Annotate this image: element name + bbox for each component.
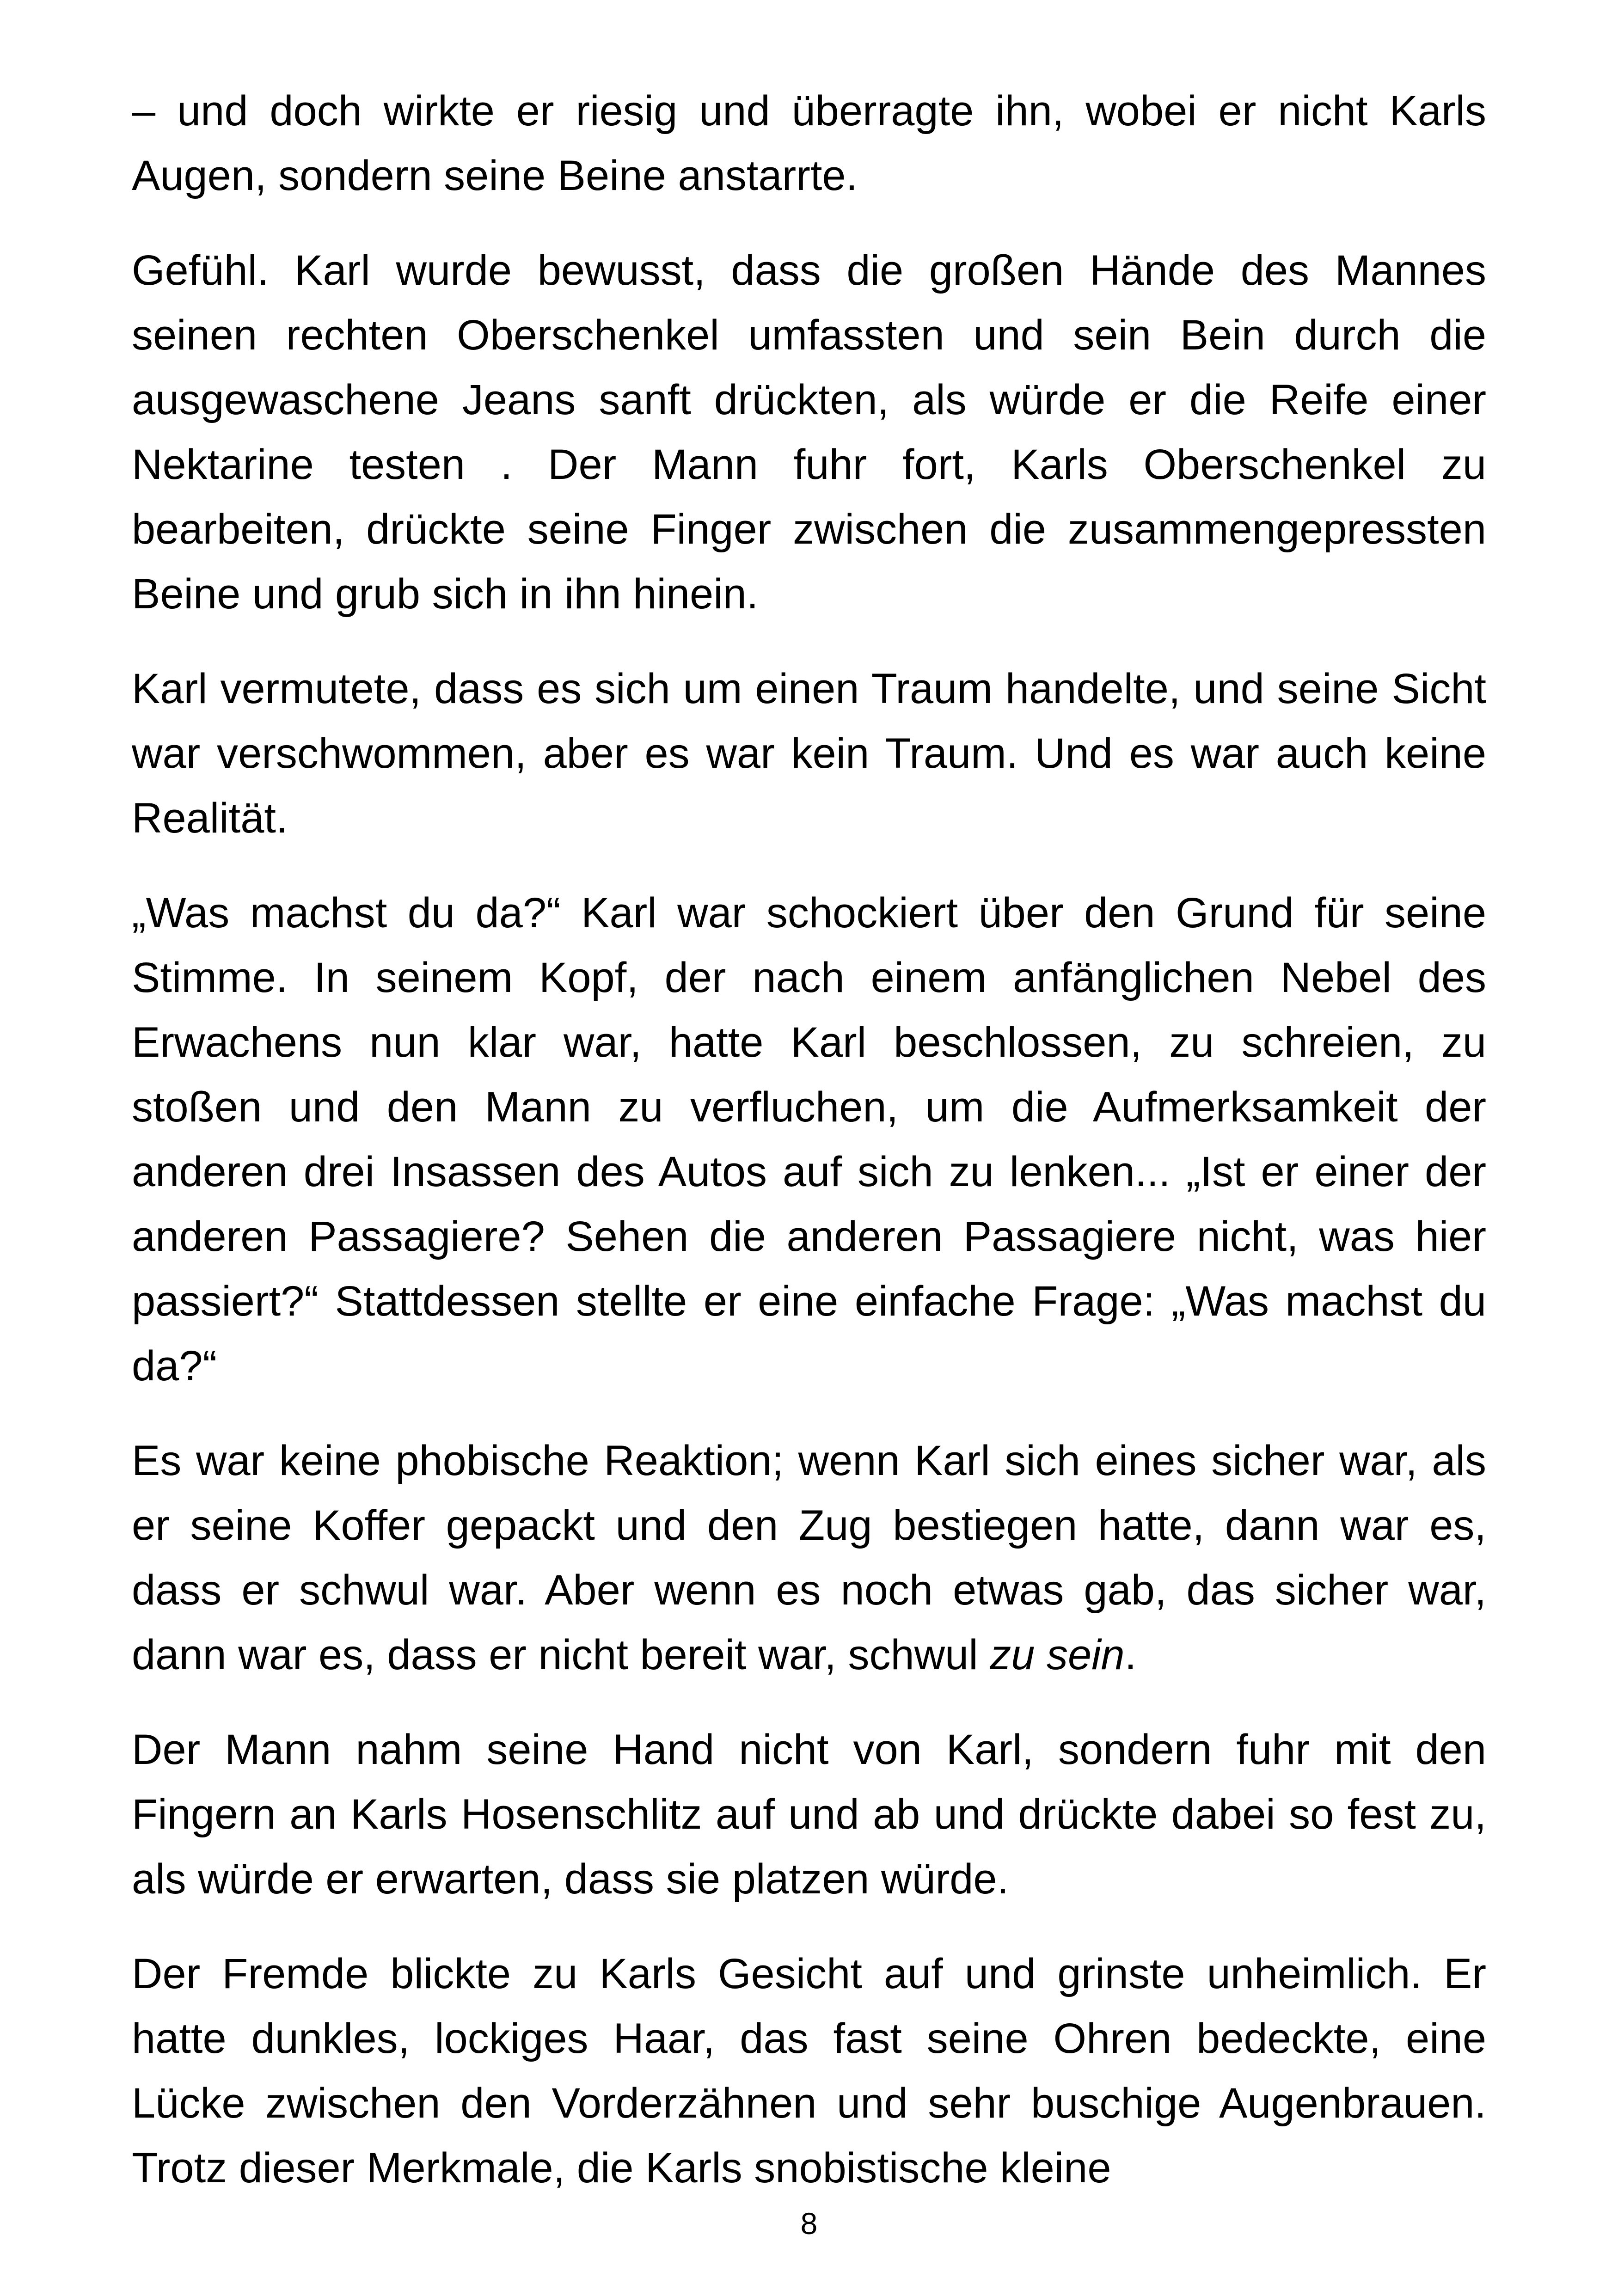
- paragraph-5-text: Es war keine phobische Reaktion; wenn Karl sich eines sicher war, als er seine Koffer gepackt und den Zug bestiegen hatte, dann war es, dass er schwul war. Aber wenn es noch etwas gab, das sicher war, dann war es, dass er nicht bereit war, schwul: [132, 1437, 1486, 1678]
- paragraph-5-emphasis: zu sein: [990, 1631, 1125, 1678]
- paragraph-6: Der Mann nahm seine Hand nicht von Karl, sondern fuhr mit den Fingern an Karls Hosenschlitz auf und ab und drückte dabei so fest zu, als würde er erwarten, dass sie platzen würde.: [132, 1726, 1486, 1903]
- paragraph-7: Der Fremde blickte zu Karls Gesicht auf und grinste unheimlich. Er hatte dunkles, lockiges Haar, das fast seine Ohren bedeckte, eine Lücke zwischen den Vorderzähnen und sehr buschige Augenbrauen. Trotz dieser Merkmale, die Karls snobistische kleine: [132, 1950, 1486, 2192]
- paragraph-5-end: .: [1124, 1631, 1137, 1678]
- paragraph-2: Gefühl. Karl wurde bewusst, dass die großen Hände des Mannes seinen rechten Oberschenkel umfassten und sein Bein durch die ausgewaschene Jeans sanft drückten, als würde er die Reife einer Nektarine testen . Der Mann fuhr fort, Karls Oberschenkel zu bearbeiten, drückte seine Finger zwischen die zusammengepressten Beine und grub sich in ihn hinein.: [132, 247, 1486, 618]
- page-number: 8: [800, 2206, 818, 2241]
- paragraph-5: [132, 1428, 1486, 1687]
- document-page: [132, 79, 1486, 2230]
- paragraph-3: Karl vermutete, dass es sich um einen Traum handelte, und seine Sicht war verschwommen, aber es war kein Traum. Und es war auch keine Realität.: [132, 665, 1486, 842]
- paragraph-1: – und doch wirkte er riesig und überragte ihn, wobei er nicht Karls Augen, sondern seine Beine anstarrte.: [132, 87, 1486, 199]
- paragraph-4: „Was machst du da?“ Karl war schockiert über den Grund für seine Stimme. In seinem Kopf, der nach einem anfänglichen Nebel des Erwachens nun klar war, hatte Karl beschlossen, zu schreien, zu stoßen und den Mann zu verfluchen, um die Aufmerksamkeit der anderen drei Insassen des Autos auf sich zu lenken... „Ist er einer der anderen Passagiere? Sehen die anderen Passagiere nicht, was hier passiert?“ Stattdessen stellte er eine einfache Frage: „Was machst du da?“: [132, 889, 1486, 1390]
